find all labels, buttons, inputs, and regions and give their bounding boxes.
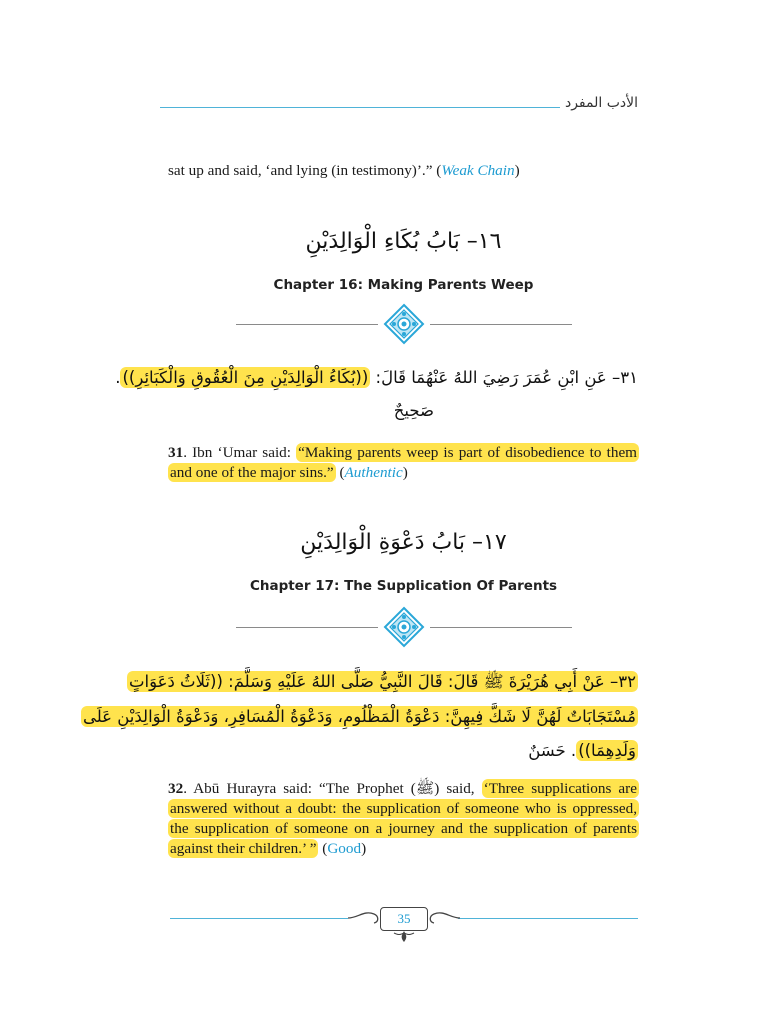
chapter-17-title: Chapter 17: The Supplication Of Parents	[249, 578, 558, 594]
grade-authentic[interactable]: Authentic	[344, 464, 403, 481]
divider-right	[430, 324, 572, 325]
floral-ornament-icon	[384, 304, 424, 344]
divider-right	[430, 627, 572, 628]
hadith-31-arabic-highlight: ((بُكَاءُ الْوَالِدَيْنِ مِنَ الْعُقُوقِ وَالْكَبَائِرِ))	[122, 368, 369, 387]
hadith-32-arabic-line-1-text: ٣٢– عَنْ أَبِي هُرَيْرَةَ ﷺ قَالَ: قَالَ النَّبِيُّ صَلَّى اللهُ عَلَيْهِ وَسَلَّمَ: ((ثَلَاثُ دَعَوَاتٍ	[128, 672, 636, 691]
hadith-32-english	[168, 779, 639, 859]
hadith-31-arabic-grade: صَحِيحٌ	[393, 401, 434, 420]
hadith-32-arabic-line-3	[528, 741, 638, 760]
hadith-32-arabic-line-1	[128, 672, 638, 696]
hadith-31-number: 31	[168, 444, 184, 461]
page-number: 35	[380, 907, 428, 931]
hadith-32-arabic-line-2	[82, 707, 638, 726]
hadith-32-open-paren: (	[318, 840, 328, 857]
chapter-16-title: Chapter 16: Making Parents Weep	[273, 277, 534, 293]
chapter-16-arabic-title: ١٦– بَابُ بُكَاءِ الْوَالِدَيْنِ	[305, 229, 502, 254]
continuation-close: )	[514, 162, 520, 179]
continuation-text: sat up and said, ‘and lying (in testimony)’.” (	[168, 162, 442, 179]
hadith-32-arabic-line-3-text: وَلَدِهِمَا))	[578, 741, 636, 760]
grade-good[interactable]: Good	[327, 840, 362, 857]
hadith-32-highlight: ‘Three supplications are answered without a doubt: the supplication of someone who is oppressed, the supplication of someone on a journey and the supplication of parents against their children.’ ”	[170, 780, 637, 857]
hadith-31-close-paren: )	[402, 464, 408, 481]
hadith-32-close-paren: )	[361, 840, 367, 857]
floral-ornament-icon	[384, 607, 424, 647]
hadith-32-lead: . Abū Hurayra said: “The Prophet (ﷺ) said,	[183, 780, 482, 797]
chapter-17-arabic-title: ١٧– بَابُ دَعْوَةِ الْوَالِدَيْنِ	[300, 530, 507, 555]
hadith-31-open-paren: (	[335, 464, 345, 481]
hadith-31-lead: . Ibn ‘Umar said:	[183, 444, 297, 461]
hadith-31-highlight: “Making parents weep is part of disobedience to them and one of the major sins.”	[170, 444, 637, 481]
hadith-32-arabic-grade: . حَسَنٌ	[528, 741, 577, 760]
footer-rule-left	[170, 918, 348, 919]
grade-weak-chain[interactable]: Weak Chain	[441, 162, 515, 179]
footer-rule-right	[458, 918, 638, 919]
hadith-32-number: 32	[168, 780, 184, 797]
hadith-32-arabic-line-2-text: مُسْتَجَابَاتٌ لَهُنَّ لَا شَكَّ فِيهِنَّ: دَعْوَةُ الْمَظْلُومِ، وَدَعْوَةُ الْمُسَافِرِ، وَدَعْوَةُ الْوَالِدَيْنِ عَلَى	[82, 707, 636, 726]
continuation-paragraph	[168, 161, 639, 181]
hadith-31-arabic	[115, 368, 638, 387]
hadith-31-arabic-prefix: ٣١– عَنِ ابْنِ عُمَرَ رَضِيَ اللهُ عَنْهُمَا قَالَ:	[370, 368, 638, 387]
header-rule	[160, 107, 560, 108]
divider-left	[236, 627, 378, 628]
divider-left	[236, 324, 378, 325]
running-header-title: الأدب المفرد	[564, 95, 638, 111]
hadith-31-english	[168, 443, 639, 483]
hadith-31-arabic-suffix: .	[115, 368, 121, 387]
